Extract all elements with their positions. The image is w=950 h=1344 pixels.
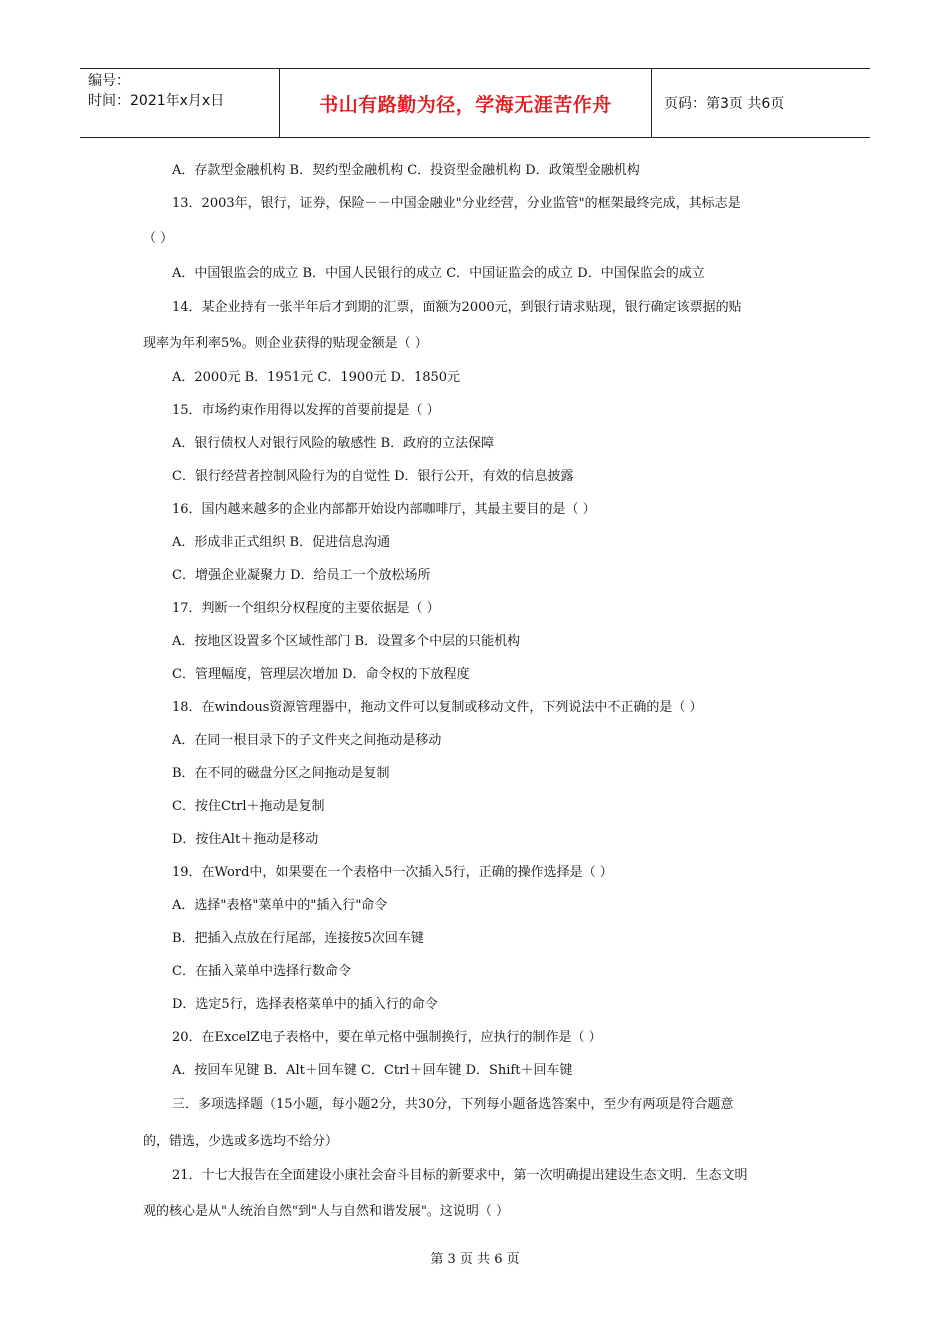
section-heading-cont: 的，错选，少选或多选均不给分） <box>143 1134 339 1149</box>
answer-options-20: A．按回车见键 B．Alt＋回车键 C．Ctrl＋回车键 D．Shift＋回车键 <box>172 1063 573 1078</box>
answer-options-14: A．2000元 B．1951元 C．1900元 D．1850元 <box>172 370 461 385</box>
answer-option-19-b: B．把插入点放在行尾部，连接按5次回车键 <box>172 931 424 946</box>
question-14-cont: 现率为年利率5%。则企业获得的贴现金额是（ ） <box>143 336 428 351</box>
section-heading-multiple-choice: 三．多项选择题（15小题，每小题2分，共30分，下列每小题备选答案中，至少有两项是符合题意 <box>172 1097 734 1112</box>
date-label: 时间：2021年x月x日 <box>88 93 225 109</box>
question-17: 17．判断一个组织分权程度的主要依据是（ ） <box>172 601 440 616</box>
question-14: 14．某企业持有一张半年后才到期的汇票，面额为2000元，到银行请求贴现，银行确定该票据的贴 <box>172 300 742 315</box>
answer-option-19-d: D．选定5行，选择表格菜单中的插入行的命令 <box>172 997 438 1012</box>
question-19: 19．在Word中，如果要在一个表格中一次插入5行，正确的操作选择是（ ） <box>172 865 613 880</box>
header-motto: 书山有路勤为径，学海无涯苦作舟 <box>280 69 652 137</box>
question-21-cont: 观的核心是从"人统治自然"到"人与自然和谐发展"。这说明（ ） <box>143 1204 510 1219</box>
answer-option-19-a: A．选择"表格"菜单中的"插入行"命令 <box>172 898 388 913</box>
answer-options-15-ab: A．银行债权人对银行风险的敏感性 B．政府的立法保障 <box>172 436 495 451</box>
answer-options-17-ab: A．按地区设置多个区域性部门 B．设置多个中层的只能机构 <box>172 634 521 649</box>
question-16: 16．国内越来越多的企业内部都开始设内部咖啡厅，其最主要目的是（ ） <box>172 502 596 517</box>
question-21: 21．十七大报告在全面建设小康社会奋斗目标的新要求中，第一次明确提出建设生态文明．生态文明 <box>172 1168 748 1183</box>
page-footer: 第 3 页 共 6 页 <box>430 1252 520 1267</box>
question-18: 18．在windous资源管理器中，拖动文件可以复制或移动文件，下列说法中不正确的是（ ） <box>172 700 703 715</box>
answer-option-18-b: B．在不同的磁盘分区之间拖动是复制 <box>172 766 390 781</box>
answer-options-17-cd: C．管理幅度，管理层次增加 D．命令权的下放程度 <box>172 667 470 682</box>
question-20: 20．在ExcelZ电子表格中，要在单元格中强制换行，应执行的制作是（ ） <box>172 1030 602 1045</box>
header-page-info: 页码：第3页 共6页 <box>664 96 785 112</box>
answer-options-16-ab: A．形成非正式组织 B．促进信息沟通 <box>172 535 391 550</box>
question-13: 13．2003年，银行，证券，保险－－中国金融业"分业经营，分业监管"的框架最终完成，其标志是 <box>172 196 741 211</box>
answer-option-18-d: D．按住Alt＋拖动是移动 <box>172 832 319 847</box>
number-label: 编号： <box>88 73 130 89</box>
question-13-cont: （ ） <box>143 231 174 246</box>
question-15: 15．市场约束作用得以发挥的首要前提是（ ） <box>172 403 440 418</box>
answer-option-19-c: C．在插入菜单中选择行数命令 <box>172 964 351 979</box>
answer-options-16-cd: C．增强企业凝聚力 D．给员工一个放松场所 <box>172 568 431 583</box>
answer-options-13: A．中国银监会的成立 B．中国人民银行的成立 C．中国证监会的成立 D．中国保监会的成立 <box>172 266 705 281</box>
answer-option-18-c: C．按住Ctrl＋拖动是复制 <box>172 799 325 814</box>
answer-options-12: A．存款型金融机构 B．契约型金融机构 C．投资型金融机构 D．政策型金融机构 <box>172 163 640 178</box>
answer-option-18-a: A．在同一根目录下的子文件夹之间拖动是移动 <box>172 733 442 748</box>
answer-options-15-cd: C．银行经营者控制风险行为的自觉性 D．银行公开，有效的信息披露 <box>172 469 574 484</box>
